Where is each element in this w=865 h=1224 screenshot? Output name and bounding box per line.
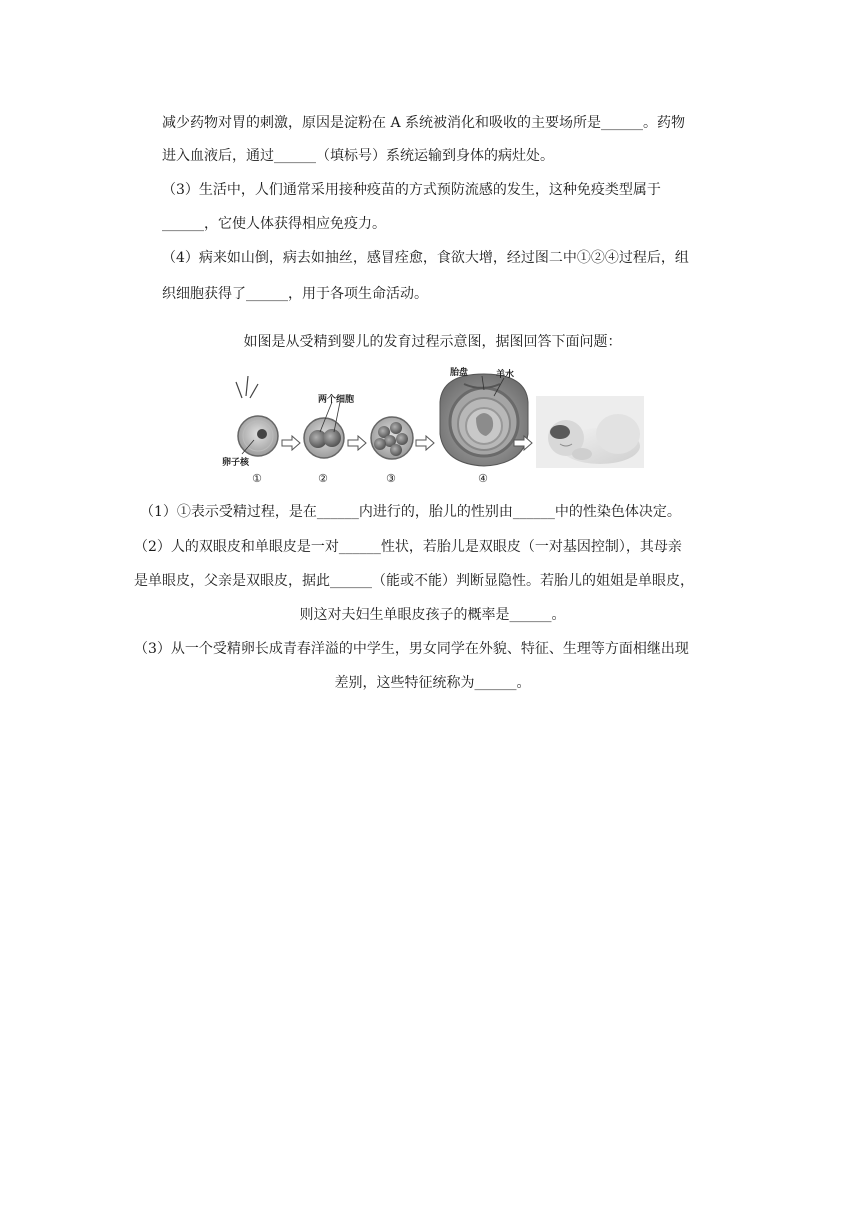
question-2-line: 则这对夫妇生单眼皮孩子的概率是______。 [299,607,566,623]
development-diagram [220,362,648,488]
arrow-icon [282,436,300,450]
arrow-icon [348,436,366,450]
arrow-icon [416,436,434,450]
question-1: （1）①表示受精过程，是在______内进行的，胎儿的性别由______中的性染色体决定。 [140,504,681,520]
question-4-line: 织细胞获得了______，用于各项生命活动。 [162,286,428,302]
stage-2-number: ② [318,472,328,485]
question-2-line: 是单眼皮，父亲是双眼皮，据此______（能或不能）判断显隐性。若胎儿的姐姐是单眼皮， [134,573,694,589]
question-4-line: （4）病来如山倒，病去如抽丝，感冒痊愈，食欲大增，经过图二中①②④过程后，组 [162,250,689,266]
text-line: 进入血液后，通过______（填标号）系统运输到身体的病灶处。 [162,148,554,164]
baby-photo-icon [536,396,644,468]
label-placenta: 胎盘 [450,368,469,378]
question-3-line: （3）生活中，人们通常采用接种疫苗的方式预防流感的发生，这种免疫类型属于 [162,182,661,198]
stage-3-number: ③ [386,472,396,485]
label-amniotic-fluid: 羊水 [496,370,515,380]
stage-4-fetus-in-uterus-icon [440,374,528,466]
question-3-line: 差别，这些特征统称为______。 [334,675,531,691]
question-3-line: ______，它使人体获得相应免疫力。 [162,216,386,232]
text-line: 减少药物对胃的刺激，原因是淀粉在 A 系统被消化和吸收的主要场所是______。药物 [162,115,686,131]
stage-1-number: ① [252,472,262,485]
question-3-line: （3）从一个受精卵长成青春洋溢的中学生，男女同学在外貌、特征、生理等方面相继出现 [134,641,689,657]
stage-4-number: ④ [478,472,488,485]
stage-1-egg-icon [236,376,278,456]
stage-2-two-cells-icon [304,402,344,458]
question-2-line: （2）人的双眼皮和单眼皮是一对______性状，若胎儿是双眼皮（一对基因控制），其母亲 [134,539,682,555]
label-two-cells: 两个细胞 [318,395,355,405]
figure-intro: 如图是从受精到婴儿的发育过程示意图，据图回答下面问题： [243,334,622,350]
stage-3-cell-cluster-icon [371,417,413,459]
label-egg-nucleus: 卵子核 [222,458,250,468]
